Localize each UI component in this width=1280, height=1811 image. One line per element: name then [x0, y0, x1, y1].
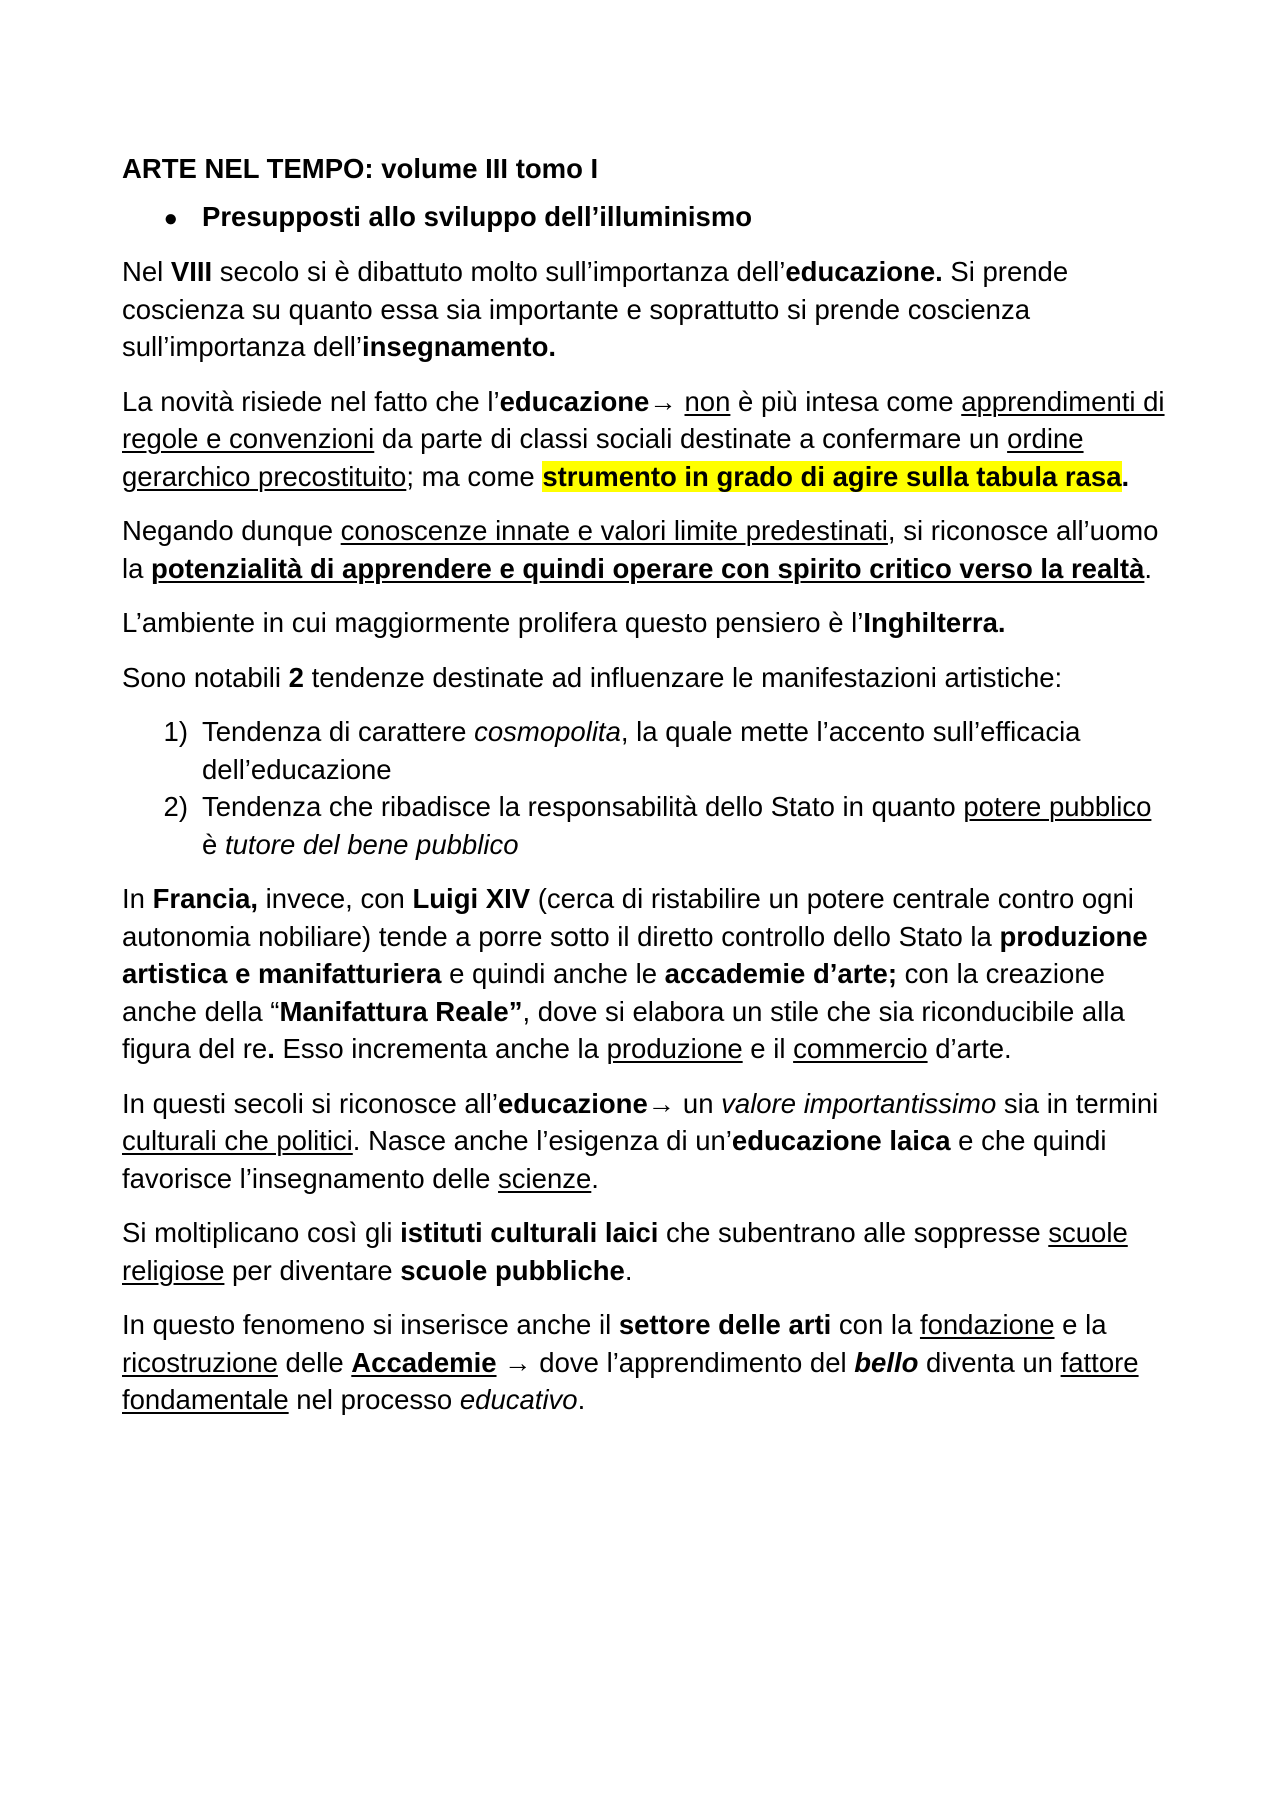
- text-bold: istituti culturali laici: [400, 1217, 659, 1248]
- text-run: secolo si è dibattuto molto sull’importanza dell’: [212, 256, 786, 287]
- text-bold: Luigi XIV: [412, 883, 531, 914]
- text-bold: 2: [288, 661, 304, 693]
- text-underlined: scienze: [498, 1162, 592, 1194]
- paragraph-francia: [122, 880, 1172, 1068]
- paragraph-novita: [122, 383, 1172, 496]
- text-run: In: [122, 883, 153, 914]
- list-item-text: [202, 788, 1172, 863]
- text-underlined: commercio: [793, 1033, 928, 1064]
- text-run: tendenze destinate ad influenzare le manifestazioni artistiche:: [303, 661, 1063, 693]
- text-run: e il: [742, 1033, 794, 1064]
- bullet-heading: [122, 198, 1172, 238]
- text-run: Negando dunque: [122, 515, 341, 546]
- text-underlined: conoscenze innate e valori limite predestinati: [340, 515, 888, 546]
- paragraph-educazione: [122, 253, 1172, 366]
- document-title: ARTE NEL TEMPO: volume III tomo I: [122, 153, 599, 184]
- text-underlined: produzione: [606, 1033, 743, 1064]
- text-run: Si moltiplicano così gli: [122, 1217, 401, 1248]
- text-bold: accademie d’arte;: [664, 958, 898, 989]
- text-underlined: potere pubblico: [963, 791, 1152, 822]
- text-italic: valore importantissimo: [721, 1087, 997, 1119]
- text-run: è più intesa come: [730, 385, 962, 417]
- text-run: ; ma come: [406, 460, 543, 492]
- text-bold-italic: bello: [854, 1346, 919, 1378]
- text-bold: settore delle arti: [618, 1309, 832, 1340]
- text-underlined: scuole religiose: [122, 1217, 1128, 1286]
- text-run: Tendenza di carattere: [202, 716, 475, 747]
- document-page: [122, 150, 1172, 1436]
- text-bold: Manifattura Reale”: [279, 995, 523, 1027]
- text-run: L’ambiente in cui maggiormente prolifera questo pensiero è l’: [122, 607, 864, 638]
- text-run: diventa un: [918, 1346, 1061, 1378]
- text-run: e la: [1054, 1309, 1107, 1340]
- text-run: invece, con: [258, 883, 413, 914]
- text-run: .: [1144, 552, 1153, 584]
- list-number: 1): [163, 716, 188, 747]
- text-run: , la quale mette l’accento sull’efficacia dell’educazione: [202, 716, 1081, 785]
- text-underlined: ricostruzione: [122, 1346, 278, 1378]
- text-run: Nel: [122, 256, 171, 287]
- text-run: .: [577, 1384, 586, 1415]
- text-run: è: [202, 828, 225, 860]
- text-bold: educazione.: [785, 256, 943, 287]
- text-run: , dove si elabora un stile che sia riconducibile alla figura del re: [122, 995, 1125, 1064]
- text-bold: educazione→: [499, 385, 677, 417]
- text-run: con la creazione anche della “: [122, 958, 1105, 1027]
- text-run: d’arte.: [927, 1033, 1012, 1064]
- text-italic: educativo: [459, 1384, 578, 1415]
- text-highlighted: strumento in grado di agire sulla tabula rasa: [542, 460, 1122, 492]
- text-bold: .: [267, 1033, 275, 1064]
- text-bold: educazione laica: [731, 1125, 951, 1156]
- text-run: per diventare: [224, 1254, 401, 1286]
- text-underlined: fattore fondamentale: [122, 1346, 1139, 1415]
- text-run: sia in termini: [996, 1087, 1159, 1119]
- text-run: (cerca di ristabilire un potere centrale contro ogni autonomia nobiliare) tende a porre sotto il diretto controllo dello Stato la: [122, 883, 1134, 952]
- text-run: .: [624, 1254, 633, 1286]
- text-run: un: [675, 1087, 722, 1119]
- list-number: 2): [163, 791, 188, 822]
- text-italic: cosmopolita: [474, 716, 621, 747]
- text-run: , si riconosce all’uomo la: [122, 515, 1159, 584]
- text-run: che subentrano alle soppresse: [658, 1217, 1049, 1248]
- paragraph-tendenze: [122, 659, 1172, 697]
- text-bold: Inghilterra.: [863, 607, 1006, 638]
- paragraph-conoscenze: [122, 512, 1172, 587]
- text-run: con la: [831, 1309, 920, 1340]
- text-run: e che quindi favorisce l’insegnamento delle: [122, 1125, 1107, 1194]
- text-run: La novità risiede nel fatto che l’: [122, 385, 500, 417]
- text-bold: VIII: [170, 256, 213, 287]
- bullet-heading-text: Presupposti allo sviluppo dell’illuminismo: [202, 200, 753, 232]
- text-underlined: apprendimenti di regole e convenzioni: [122, 385, 1165, 454]
- text-run: Si prende coscienza su quanto essa sia importante e soprattutto si prende coscienza sull’importanza dell’: [122, 256, 1069, 362]
- text-run: In questo fenomeno si inserisce anche il: [122, 1309, 619, 1340]
- text-bold-underlined: potenzialità di apprendere e quindi operare con spirito critico verso la realtà: [151, 552, 1145, 584]
- tendenze-list: [122, 713, 1172, 863]
- paragraph-istituti: [122, 1214, 1172, 1289]
- text-italic: tutore del bene pubblico: [224, 828, 519, 860]
- list-item: [122, 713, 1172, 788]
- text-bold: educazione→: [498, 1087, 676, 1119]
- text-bold: produzione artistica e manifatturiera: [122, 920, 1148, 989]
- text-run: delle: [277, 1346, 352, 1378]
- text-underlined: culturali che politici: [122, 1125, 353, 1156]
- text-bold: Francia,: [152, 883, 259, 914]
- text-underlined: ordine gerarchico precostituito: [122, 423, 1084, 492]
- text-underlined: fondazione: [919, 1309, 1055, 1340]
- text-underlined: non: [684, 385, 731, 417]
- text-run: Esso incrementa anche la: [274, 1033, 607, 1064]
- text-run: Sono notabili: [122, 661, 289, 693]
- text-run: [677, 386, 685, 417]
- paragraph-inghilterra: [122, 604, 1172, 642]
- text-run: da parte di classi sociali destinate a confermare un: [374, 423, 1008, 454]
- text-bold: .: [1121, 460, 1130, 492]
- list-item: [122, 788, 1172, 863]
- text-run: In questi secoli si riconosce all’: [122, 1087, 499, 1119]
- paragraph-valore: [122, 1085, 1172, 1198]
- text-run: . Nasce anche l’esigenza di un’: [352, 1125, 732, 1156]
- text-bold: insegnamento.: [361, 331, 557, 362]
- list-item-text: [202, 713, 1172, 788]
- text-run: .: [591, 1162, 599, 1194]
- text-run: → dove l’apprendimento del: [496, 1346, 855, 1378]
- text-run: Tendenza che ribadisce la responsabilità dello Stato in quanto: [202, 791, 964, 822]
- text-run: e quindi anche le: [441, 958, 665, 989]
- paragraph-accademie: [122, 1306, 1172, 1419]
- text-bold: scuole pubbliche: [400, 1254, 625, 1286]
- bullet-dot-icon: ●: [163, 204, 178, 232]
- text-bold-underlined: Accademie: [351, 1346, 497, 1378]
- text-run: nel processo: [288, 1384, 460, 1415]
